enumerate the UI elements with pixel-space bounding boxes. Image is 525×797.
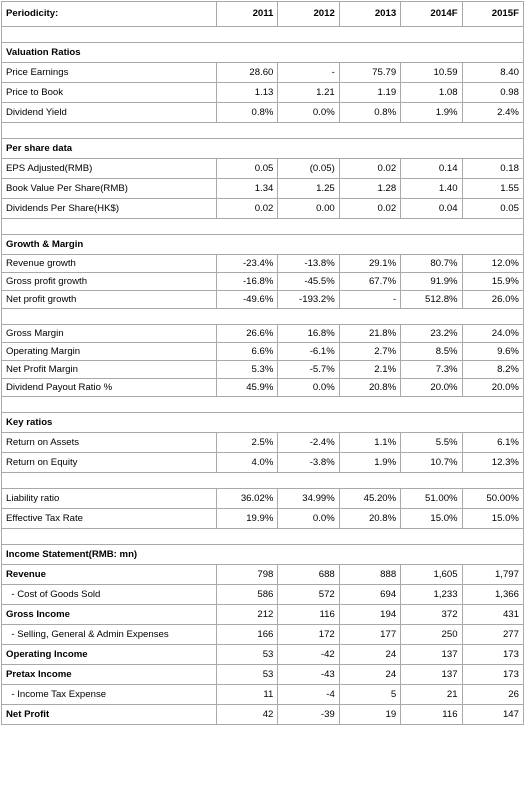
value-cell-2012: 16.8% [278,325,339,343]
value-cell-2014f: 0.04 [401,199,462,219]
value-cell-2013: 19 [339,705,400,725]
value-cell-2013: - [339,291,400,309]
row-label: Liability ratio [2,489,217,509]
row-label: Net Profit [2,705,217,725]
value-cell-2011: 2.5% [217,433,278,453]
row-label: Book Value Per Share(RMB) [2,179,217,199]
value-cell-2013: 5 [339,685,400,705]
value-cell-2011: 11 [217,685,278,705]
value-cell-2012: 34.99% [278,489,339,509]
value-cell-2014f: 23.2% [401,325,462,343]
value-cell-2015f: 15.0% [462,509,523,529]
value-cell-2014f: 8.5% [401,343,462,361]
value-cell-2011: 1.13 [217,83,278,103]
value-cell-2014f: 5.5% [401,433,462,453]
section-header-row [2,139,524,159]
value-cell-2011: 19.9% [217,509,278,529]
spacer-cell [2,397,524,413]
spacer-cell [2,473,524,489]
value-cell-2014f: 1,233 [401,585,462,605]
value-cell-2013: 24 [339,665,400,685]
header-row [2,2,524,27]
value-cell-2012: -42 [278,645,339,665]
value-cell-2014f: 1.9% [401,103,462,123]
value-cell-2014f: 137 [401,665,462,685]
value-cell-2011: 212 [217,605,278,625]
row-label: Operating Margin [2,343,217,361]
value-cell-2011: 53 [217,665,278,685]
value-cell-2011: -49.6% [217,291,278,309]
value-cell-2011: 0.02 [217,199,278,219]
row-label: Price to Book [2,83,217,103]
value-cell-2013: 21.8% [339,325,400,343]
value-cell-2015f: 1,366 [462,585,523,605]
value-cell-2013: 75.79 [339,63,400,83]
table-row [2,255,524,273]
value-cell-2014f: 15.0% [401,509,462,529]
value-cell-2015f: 20.0% [462,379,523,397]
value-cell-2012: 0.0% [278,103,339,123]
row-label: - Cost of Goods Sold [2,585,217,605]
value-cell-2012: -45.5% [278,273,339,291]
value-cell-2015f: 277 [462,625,523,645]
value-cell-2015f: 0.18 [462,159,523,179]
value-cell-2015f: 50.00% [462,489,523,509]
row-label: Gross Margin [2,325,217,343]
row-label: - Income Tax Expense [2,685,217,705]
value-cell-2013: 20.8% [339,509,400,529]
year-header-2014f: 2014F [401,2,462,27]
table-row [2,379,524,397]
year-header-2015f: 2015F [462,2,523,27]
spacer-cell [2,529,524,545]
value-cell-2011: 45.9% [217,379,278,397]
value-cell-2011: 586 [217,585,278,605]
financial-table [1,1,524,725]
value-cell-2015f: 1,797 [462,565,523,585]
value-cell-2012: -4 [278,685,339,705]
value-cell-2015f: 15.9% [462,273,523,291]
value-cell-2015f: 6.1% [462,433,523,453]
value-cell-2011: 36.02% [217,489,278,509]
value-cell-2011: 0.8% [217,103,278,123]
table-row [2,291,524,309]
table-row [2,685,524,705]
spacer-cell [2,123,524,139]
value-cell-2015f: 12.0% [462,255,523,273]
value-cell-2011: 5.3% [217,361,278,379]
table-row [2,433,524,453]
value-cell-2013: 694 [339,585,400,605]
value-cell-2013: 194 [339,605,400,625]
table-row [2,83,524,103]
table-row [2,509,524,529]
section-header-row [2,545,524,565]
row-label: Effective Tax Rate [2,509,217,529]
table-row [2,453,524,473]
value-cell-2014f: 20.0% [401,379,462,397]
value-cell-2014f: 372 [401,605,462,625]
value-cell-2011: 798 [217,565,278,585]
value-cell-2014f: 80.7% [401,255,462,273]
row-label: Gross Income [2,605,217,625]
value-cell-2015f: 9.6% [462,343,523,361]
value-cell-2015f: 26.0% [462,291,523,309]
value-cell-2015f: 0.05 [462,199,523,219]
value-cell-2012: -39 [278,705,339,725]
value-cell-2015f: 8.2% [462,361,523,379]
section-title-growth-margin: Growth & Margin [2,235,524,255]
section-header-row [2,43,524,63]
row-label: Gross profit growth [2,273,217,291]
section-header-row [2,235,524,255]
value-cell-2011: 4.0% [217,453,278,473]
spacer-row [2,27,524,43]
row-label: Dividends Per Share(HK$) [2,199,217,219]
value-cell-2014f: 7.3% [401,361,462,379]
section-title-per-share-data: Per share data [2,139,524,159]
value-cell-2011: 166 [217,625,278,645]
spacer-row [2,529,524,545]
section-header-row [2,413,524,433]
spacer-row [2,123,524,139]
value-cell-2012: 0.0% [278,509,339,529]
table-row [2,159,524,179]
row-label: Net Profit Margin [2,361,217,379]
value-cell-2014f: 10.7% [401,453,462,473]
row-label: Dividend Yield [2,103,217,123]
value-cell-2011: 53 [217,645,278,665]
value-cell-2012: 688 [278,565,339,585]
row-label: Price Earnings [2,63,217,83]
value-cell-2012: -13.8% [278,255,339,273]
table-row [2,199,524,219]
spacer-cell [2,309,524,325]
value-cell-2012: (0.05) [278,159,339,179]
periodicity-label: Periodicity: [2,2,217,27]
year-header-2011: 2011 [217,2,278,27]
table-row [2,63,524,83]
value-cell-2011: 1.34 [217,179,278,199]
value-cell-2014f: 1.40 [401,179,462,199]
value-cell-2014f: 137 [401,645,462,665]
spacer-cell [2,219,524,235]
value-cell-2013: 0.02 [339,159,400,179]
value-cell-2015f: 8.40 [462,63,523,83]
spacer-row [2,397,524,413]
value-cell-2012: -3.8% [278,453,339,473]
value-cell-2015f: 147 [462,705,523,725]
value-cell-2011: 0.05 [217,159,278,179]
value-cell-2012: 1.25 [278,179,339,199]
value-cell-2013: 0.02 [339,199,400,219]
value-cell-2015f: 173 [462,645,523,665]
year-header-2013: 2013 [339,2,400,27]
value-cell-2015f: 26 [462,685,523,705]
value-cell-2012: 0.0% [278,379,339,397]
value-cell-2012: -43 [278,665,339,685]
value-cell-2012: 572 [278,585,339,605]
row-label: Dividend Payout Ratio % [2,379,217,397]
spacer-cell [2,27,524,43]
value-cell-2014f: 0.14 [401,159,462,179]
value-cell-2012: -5.7% [278,361,339,379]
table-row [2,343,524,361]
value-cell-2012: -193.2% [278,291,339,309]
value-cell-2015f: 173 [462,665,523,685]
value-cell-2011: -16.8% [217,273,278,291]
value-cell-2014f: 1.08 [401,83,462,103]
value-cell-2011: 6.6% [217,343,278,361]
value-cell-2012: 116 [278,605,339,625]
value-cell-2014f: 512.8% [401,291,462,309]
value-cell-2013: 2.7% [339,343,400,361]
value-cell-2012: 172 [278,625,339,645]
value-cell-2014f: 116 [401,705,462,725]
value-cell-2012: 0.00 [278,199,339,219]
value-cell-2013: 1.1% [339,433,400,453]
value-cell-2014f: 10.59 [401,63,462,83]
value-cell-2015f: 1.55 [462,179,523,199]
value-cell-2013: 20.8% [339,379,400,397]
table-row [2,325,524,343]
spacer-row [2,219,524,235]
value-cell-2012: - [278,63,339,83]
year-header-2012: 2012 [278,2,339,27]
row-label: Revenue [2,565,217,585]
spacer-row [2,309,524,325]
value-cell-2013: 1.28 [339,179,400,199]
row-label: Revenue growth [2,255,217,273]
table-row [2,585,524,605]
value-cell-2013: 2.1% [339,361,400,379]
row-label: Return on Equity [2,453,217,473]
value-cell-2011: 42 [217,705,278,725]
value-cell-2013: 24 [339,645,400,665]
row-label: Operating Income [2,645,217,665]
table-row [2,605,524,625]
table-row [2,625,524,645]
table-row [2,705,524,725]
value-cell-2012: 1.21 [278,83,339,103]
table-row [2,273,524,291]
section-title-valuation-ratios: Valuation Ratios [2,43,524,63]
row-label: Net profit growth [2,291,217,309]
section-title-income-statement-rmb-mn: Income Statement(RMB: mn) [2,545,524,565]
value-cell-2014f: 1,605 [401,565,462,585]
value-cell-2013: 45.20% [339,489,400,509]
spacer-row [2,473,524,489]
value-cell-2013: 177 [339,625,400,645]
value-cell-2011: -23.4% [217,255,278,273]
financial-table-body [2,2,524,725]
table-row [2,103,524,123]
row-label: Return on Assets [2,433,217,453]
table-row [2,565,524,585]
value-cell-2011: 28.60 [217,63,278,83]
value-cell-2015f: 2.4% [462,103,523,123]
value-cell-2012: -2.4% [278,433,339,453]
row-label: Pretax Income [2,665,217,685]
value-cell-2013: 888 [339,565,400,585]
value-cell-2015f: 431 [462,605,523,625]
value-cell-2013: 0.8% [339,103,400,123]
value-cell-2013: 67.7% [339,273,400,291]
value-cell-2012: -6.1% [278,343,339,361]
section-title-key-ratios: Key ratios [2,413,524,433]
value-cell-2014f: 250 [401,625,462,645]
value-cell-2013: 1.19 [339,83,400,103]
value-cell-2014f: 21 [401,685,462,705]
value-cell-2011: 26.6% [217,325,278,343]
value-cell-2013: 1.9% [339,453,400,473]
value-cell-2015f: 12.3% [462,453,523,473]
row-label: - Selling, General & Admin Expenses [2,625,217,645]
table-row [2,489,524,509]
value-cell-2013: 29.1% [339,255,400,273]
table-row [2,361,524,379]
table-row [2,645,524,665]
value-cell-2015f: 0.98 [462,83,523,103]
row-label: EPS Adjusted(RMB) [2,159,217,179]
value-cell-2014f: 91.9% [401,273,462,291]
value-cell-2015f: 24.0% [462,325,523,343]
table-row [2,179,524,199]
value-cell-2014f: 51.00% [401,489,462,509]
table-row [2,665,524,685]
